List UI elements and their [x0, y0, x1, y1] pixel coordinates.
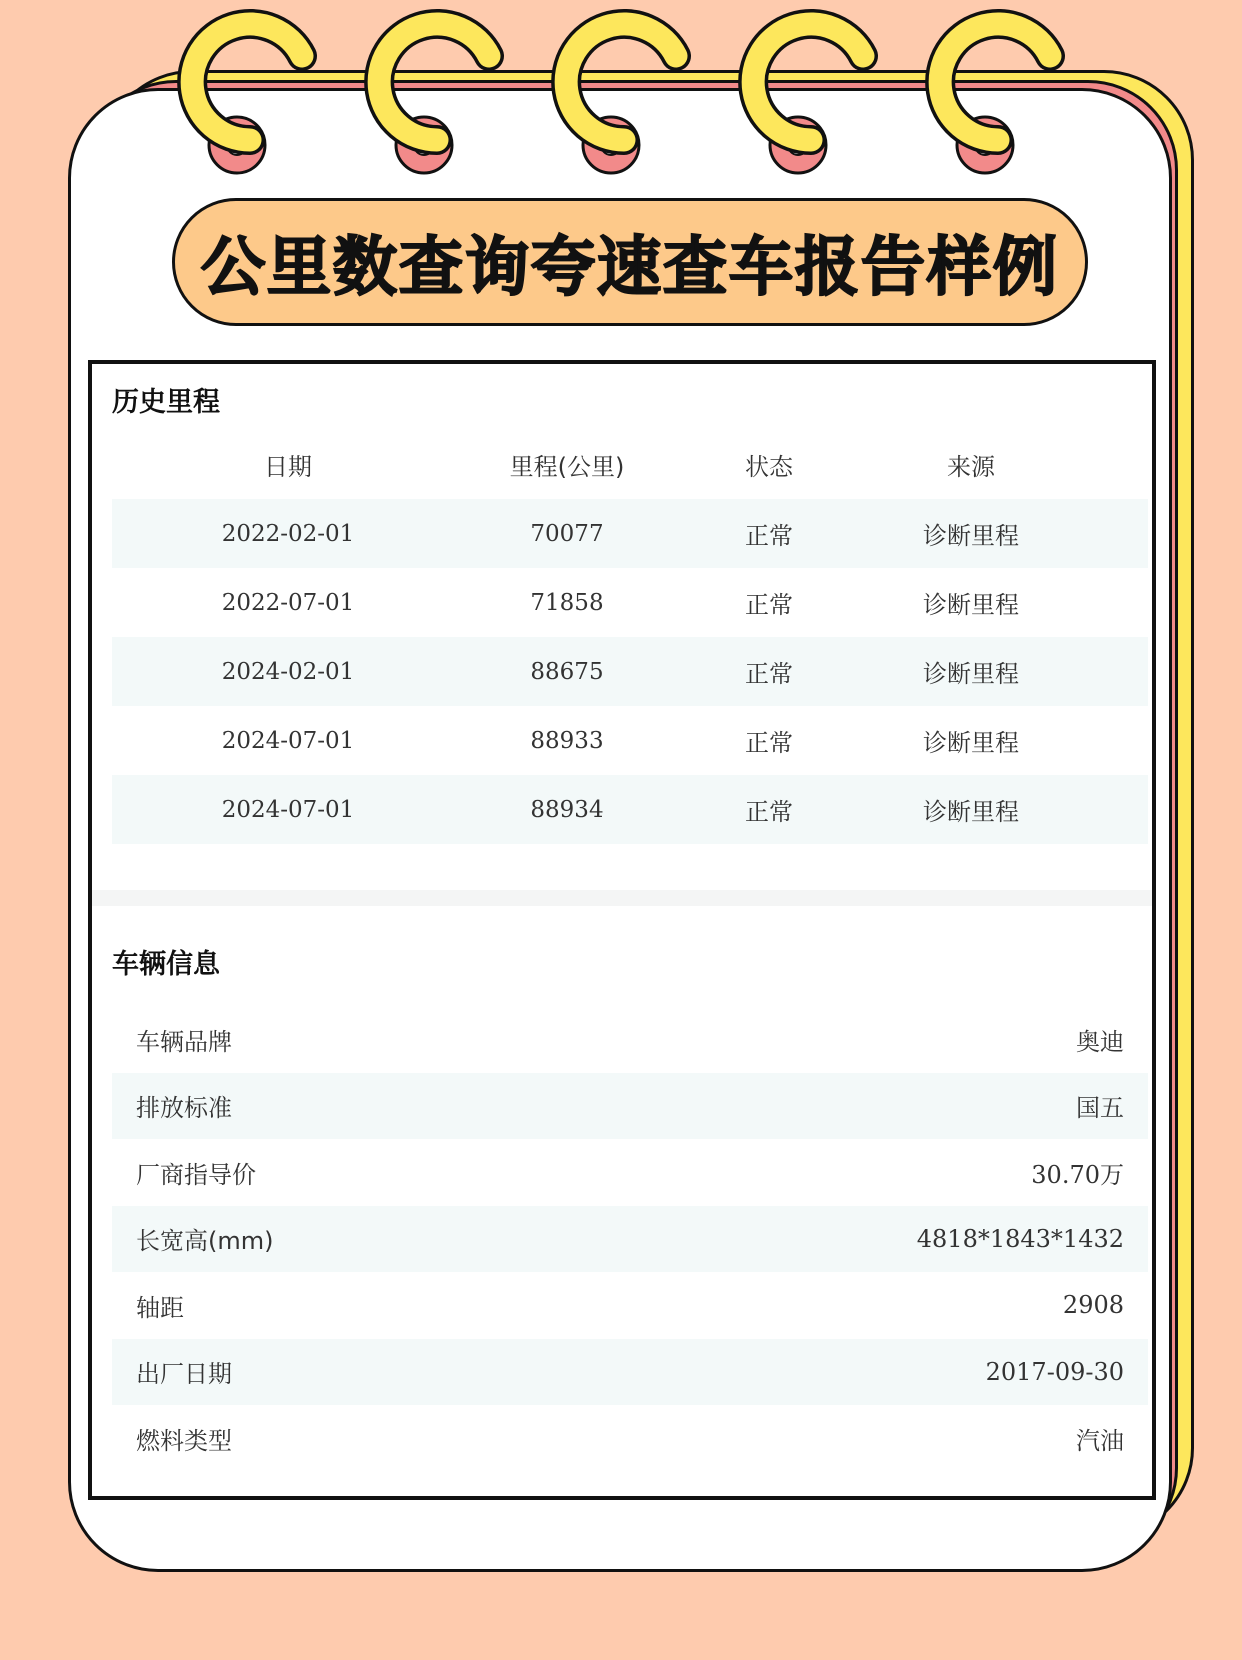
list-item	[112, 1206, 1148, 1273]
cell-date: 2022-02-01	[221, 520, 355, 547]
table-row	[112, 706, 1148, 775]
cell-status: 正常	[745, 591, 793, 619]
cell-mileage: 88933	[530, 727, 604, 754]
cell-date: 2022-07-01	[221, 589, 355, 616]
cell-source: 诊断里程	[923, 798, 1019, 826]
list-item	[112, 1073, 1148, 1140]
info-label: 排放标准	[136, 1094, 232, 1123]
list-item	[112, 1272, 1148, 1339]
cell-date: 2024-07-01	[221, 727, 355, 754]
mileage-section-title: 历史里程	[112, 387, 220, 418]
table-row	[112, 568, 1148, 637]
mileage-table	[112, 430, 1148, 844]
cell-mileage: 88675	[530, 658, 604, 685]
cell-source: 诊断里程	[923, 522, 1019, 550]
cell-mileage: 70077	[530, 520, 604, 547]
list-item	[112, 1339, 1148, 1406]
section-divider	[92, 890, 1152, 906]
mileage-table-header	[112, 430, 1148, 499]
table-row	[112, 499, 1148, 568]
cell-date: 2024-02-01	[221, 658, 355, 685]
list-item	[112, 1006, 1148, 1073]
cell-source: 诊断里程	[923, 729, 1019, 757]
report-card	[88, 360, 1156, 1500]
cell-status: 正常	[745, 798, 793, 826]
info-value: 国五	[1076, 1094, 1124, 1123]
cell-source: 诊断里程	[923, 591, 1019, 619]
list-item	[112, 1139, 1148, 1206]
info-label: 出厂日期	[136, 1360, 232, 1389]
table-row	[112, 637, 1148, 706]
cell-status: 正常	[745, 660, 793, 688]
list-item	[112, 1405, 1148, 1472]
header-status: 状态	[745, 453, 793, 481]
info-value: 奥迪	[1076, 1027, 1124, 1056]
info-value: 汽油	[1076, 1426, 1124, 1455]
vehicle-section-title: 车辆信息	[112, 949, 220, 980]
info-label: 轴距	[136, 1293, 184, 1322]
cell-source: 诊断里程	[923, 660, 1019, 688]
header-mileage: 里程(公里)	[509, 453, 625, 481]
page-title: 公里数查询夸速查车报告样例	[201, 231, 1059, 305]
header-source: 来源	[947, 453, 995, 481]
cell-status: 正常	[745, 729, 793, 757]
cell-date: 2024-07-01	[221, 796, 355, 823]
info-value: 2908	[1062, 1291, 1124, 1320]
vehicle-info-list	[112, 1006, 1148, 1472]
info-label: 车辆品牌	[136, 1027, 232, 1056]
title-banner	[172, 198, 1088, 326]
cell-mileage: 88934	[530, 796, 604, 823]
info-value: 30.70万	[1031, 1160, 1124, 1189]
header-date: 日期	[264, 453, 312, 481]
info-label: 厂商指导价	[136, 1160, 256, 1189]
cell-mileage: 71858	[530, 589, 604, 616]
info-label: 燃料类型	[136, 1426, 232, 1455]
cell-status: 正常	[745, 522, 793, 550]
table-row	[112, 775, 1148, 844]
info-value: 4818*1843*1432	[916, 1224, 1124, 1253]
info-label: 长宽高(mm)	[136, 1227, 274, 1256]
info-value: 2017-09-30	[985, 1357, 1124, 1386]
